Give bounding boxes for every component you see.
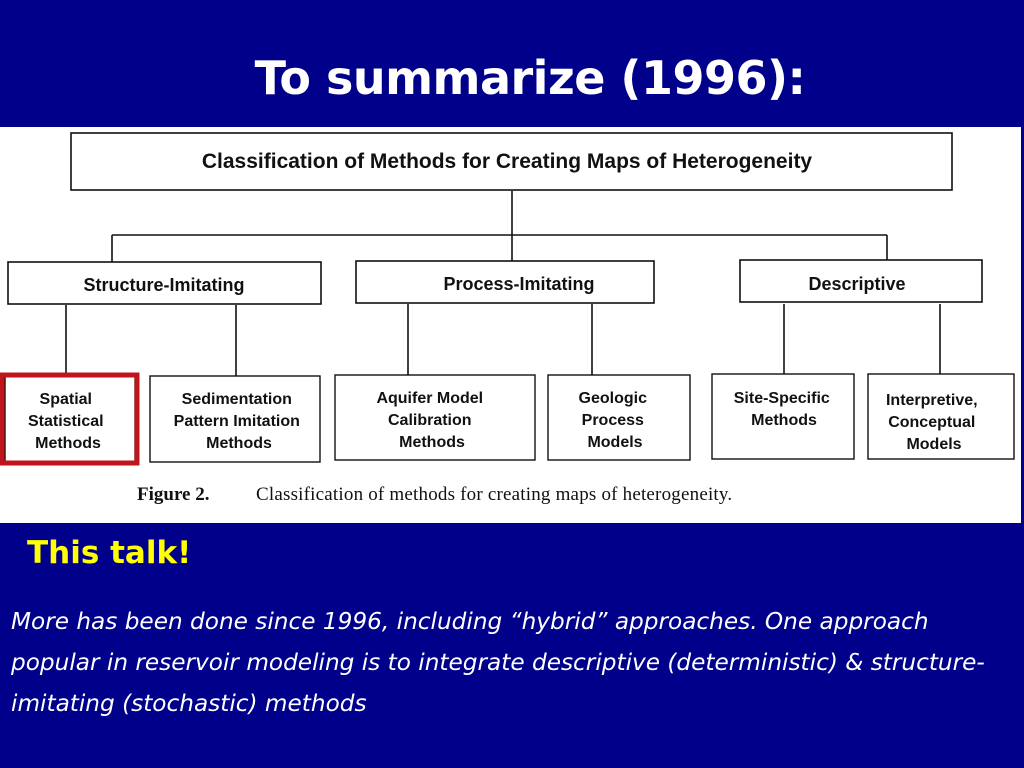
category-label-process: Process-Imitating <box>443 274 595 294</box>
figure-caption-text: Classification of methods for creating maps of heterogeneity. <box>256 484 733 505</box>
slide-title: To summarize (1996): <box>254 51 806 105</box>
method-label-geologic: Geologic Process Models <box>578 390 647 451</box>
root-label: Classification of Methods for Creating Maps of Heterogeneity <box>201 150 813 173</box>
method-label-spatial: Spatial Statistical Methods <box>27 391 104 452</box>
category-label-structure: Structure-Imitating <box>83 275 245 295</box>
method-label-aquifer: Aquifer Model Calibration Methods <box>376 390 484 451</box>
classification-diagram <box>0 127 1021 523</box>
this-talk-heading: This talk! <box>27 535 192 571</box>
figure-caption-label: Figure 2. <box>137 484 210 505</box>
method-label-site-specific: Site-Specific Methods <box>733 390 830 429</box>
summary-body-text: More has been done since 1996, including “hybrid” approaches. One approach popular in reservoir modeling is to integrate descriptive (deterministic) & structure-imitating (stochastic) methods <box>11 608 985 717</box>
method-label-interpretive: Interpretive, Conceptual Models <box>885 392 978 453</box>
category-label-descriptive: Descriptive <box>808 274 906 294</box>
method-label-sedimentation: Sedimentation Pattern Imitation Methods <box>173 391 300 452</box>
classification-figure <box>0 127 1021 523</box>
